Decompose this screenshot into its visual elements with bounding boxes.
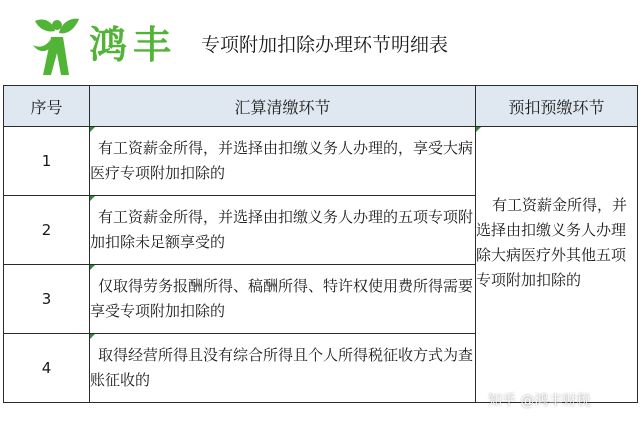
- table-row: [4, 127, 638, 196]
- person-leaf-logo-icon: [29, 15, 85, 79]
- row-index: 4: [4, 334, 90, 403]
- settlement-text: 仅取得劳务报酬所得、稿酬所得、特许权使用费所得需要享受专项附加扣除的: [90, 277, 474, 320]
- cell-marker: [90, 334, 95, 339]
- row-index: 3: [4, 265, 90, 334]
- column-header-settlement: 汇算清缴环节: [90, 86, 476, 127]
- cell-marker: [90, 196, 95, 201]
- cell-marker: [476, 127, 481, 132]
- settlement-text: 有工资薪金所得，并选择由扣缴义务人办理的，享受大病医疗专项附加扣除的: [90, 139, 474, 182]
- settlement-text: 取得经营所得且没有综合所得且个人所得税征收方式为查账征收的: [90, 346, 474, 389]
- column-header-withholding: 预扣预缴环节: [476, 86, 638, 127]
- settlement-cell: [90, 334, 476, 403]
- settlement-cell: [90, 196, 476, 265]
- table-header-row: [4, 86, 638, 127]
- settlement-cell: [90, 265, 476, 334]
- withholding-text: 有工资薪金所得，并选择由扣缴义务人办理除大病医疗外其他五项专项附加扣除的: [476, 195, 628, 289]
- row-index: 2: [4, 196, 90, 265]
- brand-logo: [29, 15, 179, 79]
- logo-text: 鸿丰: [89, 23, 178, 67]
- cell-marker: [90, 265, 95, 270]
- detail-table: [3, 85, 638, 403]
- watermark: 知乎 @鸿丰财税: [488, 393, 591, 409]
- page-title: 专项附加扣除办理环节明细表: [201, 34, 449, 56]
- withholding-cell: [476, 127, 638, 403]
- sheet-header: [3, 3, 637, 85]
- settlement-cell: [90, 127, 476, 196]
- settlement-text: 有工资薪金所得，并选择由扣缴义务人办理的五项专项附加扣除未足额享受的: [90, 208, 474, 251]
- row-index: 1: [4, 127, 90, 196]
- column-header-index: 序号: [4, 86, 90, 127]
- cell-marker: [90, 127, 95, 132]
